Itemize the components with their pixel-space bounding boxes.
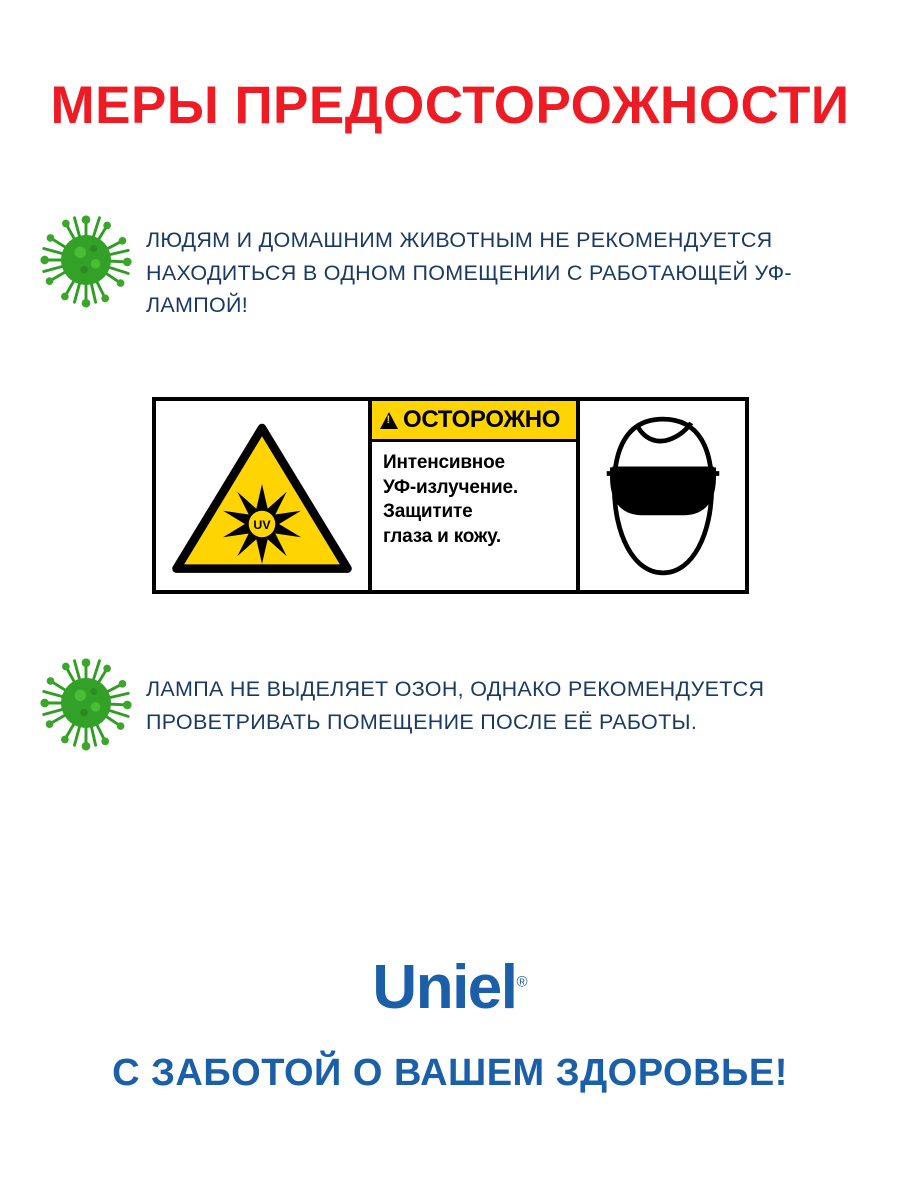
virus-icon bbox=[38, 212, 134, 308]
caution-text-cell bbox=[372, 401, 580, 590]
precaution-item-2 bbox=[38, 655, 868, 751]
uv-warning-label bbox=[152, 397, 749, 594]
warning-triangle-icon bbox=[380, 412, 398, 429]
caution-body-line-4: глаза и кожу. bbox=[383, 526, 501, 548]
brand-logo bbox=[0, 952, 900, 1023]
caution-body-text bbox=[372, 442, 576, 550]
svg-text:UV: UV bbox=[253, 517, 271, 532]
trademark-symbol: ® bbox=[516, 973, 528, 991]
virus-icon bbox=[38, 655, 134, 751]
brand-name: Uniel bbox=[372, 953, 517, 1022]
caution-body-line-2: УФ-излучение. bbox=[383, 476, 518, 498]
precaution-text-2: ЛАМПА НЕ ВЫДЕЛЯЕТ ОЗОН, ОДНАКО РЕКОМЕНДУЕТСЯ ПРОВЕТРИВАТЬ ПОМЕЩЕНИЕ ПОСЛЕ ЕЁ РАБОТЫ. bbox=[146, 677, 765, 734]
precaution-text-1: ЛЮДЯМ И ДОМАШНИМ ЖИВОТНЫМ НЕ РЕКОМЕНДУЕТСЯ НАХОДИТЬСЯ В ОДНОМ ПОМЕЩЕНИИ С РАБОТАЮЩЕЙ УФ-ЛАМПОЙ! bbox=[146, 228, 792, 318]
caution-body-line-1: Интенсивное bbox=[383, 452, 505, 473]
brand-slogan: С ЗАБОТОЙ О ВАШЕМ ЗДОРОВЬЕ! bbox=[112, 1052, 788, 1094]
caution-header-text: ОСТОРОЖНО bbox=[403, 406, 561, 433]
caution-header-bar bbox=[372, 401, 576, 442]
page-title: МЕРЫ ПРЕДОСТОРОЖНОСТИ bbox=[50, 76, 850, 135]
uv-radiation-triangle-icon bbox=[156, 401, 372, 590]
caution-body-line-3: Защитите bbox=[383, 501, 473, 523]
safety-goggles-face-icon bbox=[580, 401, 745, 590]
precaution-item-1 bbox=[38, 212, 868, 322]
